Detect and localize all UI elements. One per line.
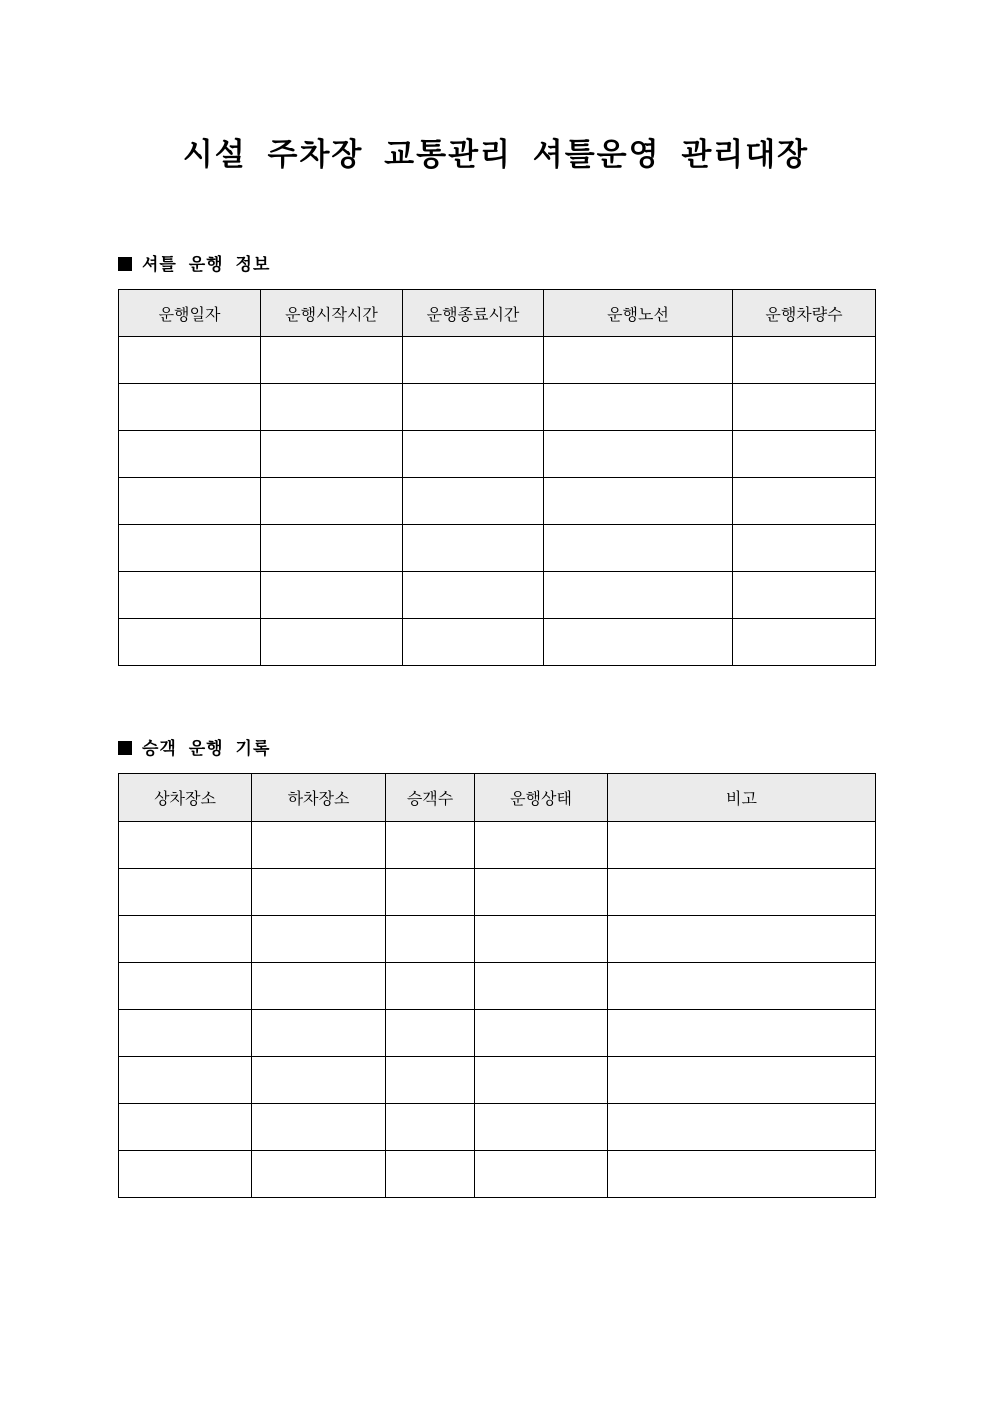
section-heading-shuttle-info bbox=[118, 253, 270, 277]
table-cell[interactable] bbox=[608, 963, 876, 1010]
table-cell[interactable] bbox=[119, 478, 261, 525]
table-cell[interactable] bbox=[119, 431, 261, 478]
table-cell[interactable] bbox=[119, 1057, 252, 1104]
table-cell[interactable] bbox=[733, 431, 876, 478]
table-row bbox=[119, 916, 876, 963]
table-cell[interactable] bbox=[544, 619, 733, 666]
table-row bbox=[119, 619, 876, 666]
table-cell[interactable] bbox=[119, 1151, 252, 1198]
table-cell[interactable] bbox=[544, 525, 733, 572]
column-header-route: 운행노선 bbox=[544, 290, 733, 337]
table-cell[interactable] bbox=[119, 572, 261, 619]
table-row bbox=[119, 822, 876, 869]
table-cell[interactable] bbox=[119, 384, 261, 431]
table-cell[interactable] bbox=[403, 337, 544, 384]
section-heading-label: 셔틀 운행 정보 bbox=[142, 255, 271, 275]
table-row bbox=[119, 478, 876, 525]
table-cell[interactable] bbox=[608, 1104, 876, 1151]
table-cell[interactable] bbox=[252, 1104, 386, 1151]
table-cell[interactable] bbox=[252, 1151, 386, 1198]
page-title: 시설 주차장 교통관리 셔틀운영 관리대장 bbox=[182, 137, 810, 173]
table-row bbox=[119, 572, 876, 619]
table-cell[interactable] bbox=[733, 619, 876, 666]
table-row bbox=[119, 431, 876, 478]
shuttle-info-table bbox=[118, 289, 876, 666]
table-cell[interactable] bbox=[119, 1104, 252, 1151]
table-row bbox=[119, 869, 876, 916]
table-cell[interactable] bbox=[119, 822, 252, 869]
table-row bbox=[119, 384, 876, 431]
table-cell[interactable] bbox=[119, 963, 252, 1010]
column-header-remarks: 비고 bbox=[608, 774, 876, 822]
table-header-row bbox=[119, 290, 876, 337]
table-row bbox=[119, 1104, 876, 1151]
table-cell[interactable] bbox=[475, 963, 608, 1010]
table-cell[interactable] bbox=[608, 1057, 876, 1104]
table-cell[interactable] bbox=[733, 337, 876, 384]
table-cell[interactable] bbox=[403, 384, 544, 431]
table-cell[interactable] bbox=[119, 525, 261, 572]
table-cell[interactable] bbox=[252, 916, 386, 963]
table-cell[interactable] bbox=[403, 525, 544, 572]
table-cell[interactable] bbox=[403, 619, 544, 666]
table-cell[interactable] bbox=[475, 1057, 608, 1104]
table-cell[interactable] bbox=[261, 384, 403, 431]
table-cell[interactable] bbox=[544, 572, 733, 619]
column-header-pickup: 상차장소 bbox=[119, 774, 252, 822]
table-cell[interactable] bbox=[544, 384, 733, 431]
square-bullet-icon bbox=[118, 257, 132, 271]
shuttle-info-body bbox=[119, 337, 876, 666]
table-cell[interactable] bbox=[733, 525, 876, 572]
table-cell[interactable] bbox=[252, 963, 386, 1010]
table-cell[interactable] bbox=[403, 572, 544, 619]
table-cell[interactable] bbox=[119, 337, 261, 384]
table-cell[interactable] bbox=[386, 869, 475, 916]
passenger-log-body bbox=[119, 822, 876, 1198]
table-cell[interactable] bbox=[119, 869, 252, 916]
table-cell[interactable] bbox=[608, 869, 876, 916]
column-header-date: 운행일자 bbox=[119, 290, 261, 337]
table-cell[interactable] bbox=[475, 916, 608, 963]
table-cell[interactable] bbox=[261, 572, 403, 619]
passenger-log-table bbox=[118, 773, 876, 1198]
column-header-dropoff: 하차장소 bbox=[252, 774, 386, 822]
section-heading-passenger-log bbox=[118, 737, 270, 761]
table-cell[interactable] bbox=[252, 822, 386, 869]
table-cell[interactable] bbox=[119, 619, 261, 666]
table-row bbox=[119, 963, 876, 1010]
table-cell[interactable] bbox=[386, 822, 475, 869]
table-cell[interactable] bbox=[475, 1151, 608, 1198]
table-cell[interactable] bbox=[261, 619, 403, 666]
table-cell[interactable] bbox=[386, 1151, 475, 1198]
table-cell[interactable] bbox=[403, 431, 544, 478]
column-header-end-time: 운행종료시간 bbox=[403, 290, 544, 337]
table-cell[interactable] bbox=[475, 1010, 608, 1057]
column-header-start-time: 운행시작시간 bbox=[261, 290, 403, 337]
section-heading-label: 승객 운행 기록 bbox=[142, 739, 271, 759]
table-cell[interactable] bbox=[261, 431, 403, 478]
column-header-vehicle-count: 운행차량수 bbox=[733, 290, 876, 337]
table-row bbox=[119, 525, 876, 572]
table-row bbox=[119, 337, 876, 384]
table-row bbox=[119, 1057, 876, 1104]
table-cell[interactable] bbox=[386, 1057, 475, 1104]
table-cell[interactable] bbox=[544, 478, 733, 525]
table-cell[interactable] bbox=[475, 822, 608, 869]
square-bullet-icon bbox=[118, 741, 132, 755]
table-cell[interactable] bbox=[608, 1151, 876, 1198]
table-cell[interactable] bbox=[544, 431, 733, 478]
table-cell[interactable] bbox=[475, 869, 608, 916]
table-cell[interactable] bbox=[252, 1010, 386, 1057]
table-cell[interactable] bbox=[733, 384, 876, 431]
table-cell[interactable] bbox=[386, 1010, 475, 1057]
table-cell[interactable] bbox=[386, 1104, 475, 1151]
table-cell[interactable] bbox=[608, 1010, 876, 1057]
column-header-status: 운행상태 bbox=[475, 774, 608, 822]
table-row bbox=[119, 1151, 876, 1198]
table-cell[interactable] bbox=[608, 916, 876, 963]
table-row bbox=[119, 1010, 876, 1057]
table-cell[interactable] bbox=[386, 916, 475, 963]
table-cell[interactable] bbox=[261, 478, 403, 525]
table-cell[interactable] bbox=[733, 572, 876, 619]
table-cell[interactable] bbox=[252, 869, 386, 916]
table-cell[interactable] bbox=[608, 822, 876, 869]
table-cell[interactable] bbox=[261, 337, 403, 384]
table-cell[interactable] bbox=[119, 1010, 252, 1057]
column-header-passenger-count: 승객수 bbox=[386, 774, 475, 822]
table-cell[interactable] bbox=[403, 478, 544, 525]
table-cell[interactable] bbox=[475, 1104, 608, 1151]
table-cell[interactable] bbox=[119, 916, 252, 963]
table-cell[interactable] bbox=[252, 1057, 386, 1104]
table-cell[interactable] bbox=[261, 525, 403, 572]
table-cell[interactable] bbox=[386, 963, 475, 1010]
table-cell[interactable] bbox=[733, 478, 876, 525]
table-header-row bbox=[119, 774, 876, 822]
table-cell[interactable] bbox=[544, 337, 733, 384]
